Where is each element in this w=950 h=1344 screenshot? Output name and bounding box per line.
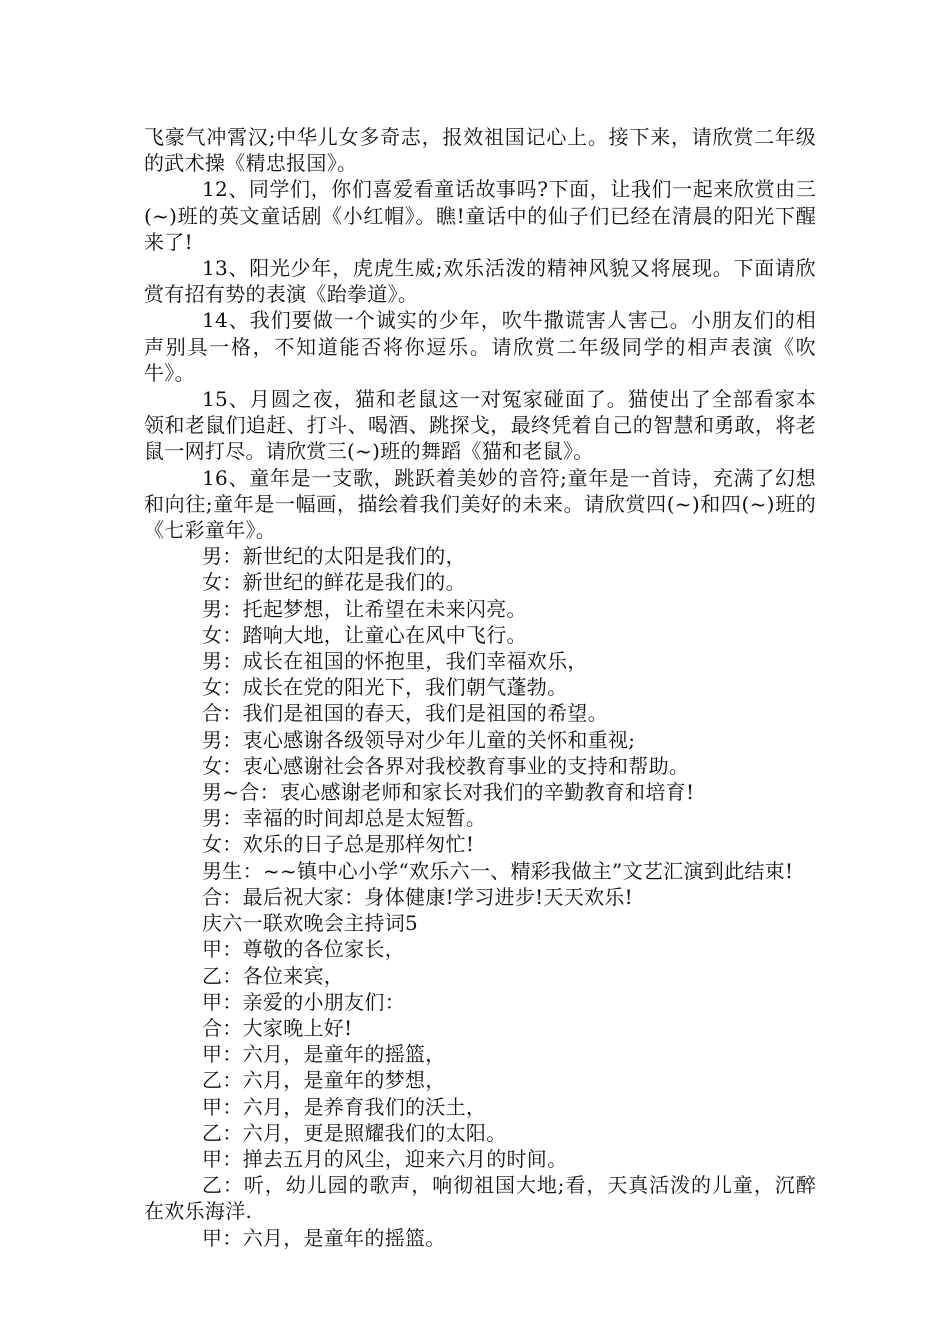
paragraph: 乙：六月，是童年的梦想， <box>202 1068 446 1093</box>
paragraph: 女：衷心感谢社会各界对我校教育事业的支持和帮助。 <box>202 753 690 778</box>
paragraph: 女：成长在党的阳光下，我们朝气蓬勃。 <box>202 675 568 700</box>
paragraph: 甲：尊敬的各位家长， <box>202 937 405 962</box>
paragraph: 甲：六月，是童年的摇篮， <box>202 1042 446 1067</box>
paragraph: 女：踏响大地，让童心在风中飞行。 <box>202 622 527 647</box>
paragraph: 男：成长在祖国的怀抱里，我们幸福欢乐， <box>202 649 588 674</box>
paragraph: 甲：亲爱的小朋友们： <box>202 989 405 1014</box>
paragraph: 男生：~~镇中心小学“欢乐六一、精彩我做主”文艺汇演到此结束! <box>202 858 794 883</box>
document-body <box>144 124 816 1251</box>
paragraph: 男：托起梦想，让希望在未来闪亮。 <box>202 596 527 621</box>
paragraph: 合：大家晚上好! <box>202 1015 353 1040</box>
paragraph: 甲：掸去五月的风尘，迎来六月的时间。 <box>202 1146 568 1171</box>
paragraph: 甲：六月，是养育我们的沃土， <box>202 1094 487 1119</box>
paragraph: 甲：六月，是童年的摇篮。 <box>202 1225 446 1250</box>
paragraph: 男：幸福的时间却总是太短暂。 <box>202 806 487 831</box>
paragraph: 13、阳光少年，虎虎生威;欢乐活泼的精神风貌又将展现。下面请欣赏有招有势的表演《跆拳道》。 <box>144 256 816 307</box>
paragraph: 12、同学们，你们喜爱看童话故事吗?下面，让我们一起来欣赏由三(~)班的英文童话剧《小红帽》。瞧!童话中的仙子们已经在清晨的阳光下醒来了! <box>144 177 816 254</box>
paragraph: 乙：听，幼儿园的歌声，响彻祖国大地;看，天真活泼的儿童，沉醉在欢乐海洋. <box>144 1173 816 1224</box>
paragraph: 16、童年是一支歌，跳跃着美妙的音符;童年是一首诗，充满了幻想和向往;童年是一幅画，描绘着我们美好的未来。请欣赏四(~)和四(~)班的《七彩童年》。 <box>144 465 816 543</box>
paragraph: 合：最后祝大家：身体健康!学习进步!天天欢乐! <box>202 884 634 909</box>
paragraph: 庆六一联欢晚会主持词5 <box>202 911 419 936</box>
paragraph: 合：我们是祖国的春天，我们是祖国的希望。 <box>202 701 608 726</box>
paragraph: 14、我们要做一个诚实的少年，吹牛撒谎害人害己。小朋友们的相声别具一格，不知道能否将你逗乐。请欣赏二年级同学的相声表演《吹牛》。 <box>144 308 816 385</box>
paragraph: 男：新世纪的太阳是我们的， <box>202 544 466 569</box>
paragraph: 男：衷心感谢各级领导对少年儿童的关怀和重视; <box>202 727 636 752</box>
paragraph: 男~合：衷心感谢老师和家长对我们的辛勤教育和培育! <box>202 780 695 805</box>
paragraph: 乙：六月，更是照耀我们的太阳。 <box>202 1120 507 1145</box>
paragraph: 女：新世纪的鲜花是我们的。 <box>202 570 466 595</box>
paragraph: 乙：各位来宾， <box>202 963 345 988</box>
paragraph: 飞豪气冲霄汉;中华儿女多奇志，报效祖国记心上。接下来，请欣赏二年级的武术操《精忠报国》。 <box>144 125 816 176</box>
paragraph: 15、月圆之夜，猫和老鼠这一对冤家碰面了。猫使出了全部看家本领和老鼠们追赶、打斗、喝酒、跳探戈，最终凭着自己的智慧和勇敢，将老鼠一网打尽。请欣赏三(~)班的舞蹈《猫和老鼠》。 <box>144 387 816 464</box>
paragraph: 女：欢乐的日子总是那样匆忙! <box>202 832 475 857</box>
